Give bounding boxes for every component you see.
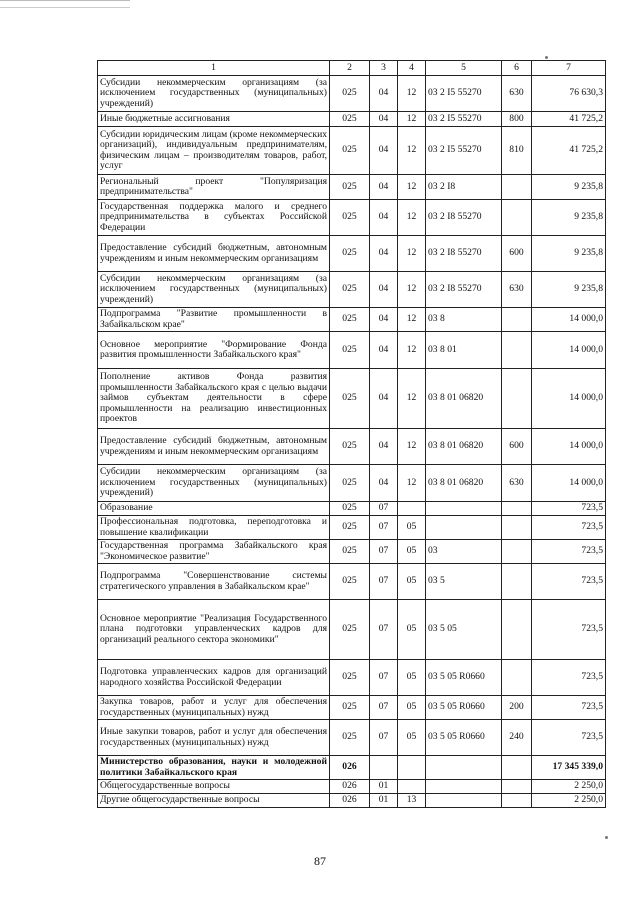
expense-type-cell: 630 <box>502 76 532 112</box>
expense-type-cell <box>502 780 532 794</box>
section-code-cell: 04 <box>370 200 398 236</box>
ministry-code-cell: 025 <box>330 696 370 720</box>
table-row <box>98 369 606 429</box>
amount-cell: 41 725,2 <box>532 127 606 175</box>
row-name-cell: Подготовка управленческих кадров для организаций народного хозяйства Российской Федерации <box>98 660 330 696</box>
amount-cell: 17 345 339,0 <box>532 756 606 780</box>
expense-type-cell <box>502 369 532 429</box>
subsection-code-cell: 05 <box>398 720 426 756</box>
subsection-code-cell: 12 <box>398 200 426 236</box>
row-name-cell: Государственная программа Забайкальского края "Экономическое развитие" <box>98 540 330 564</box>
expense-type-cell: 630 <box>502 465 532 502</box>
subsection-code-cell: 05 <box>398 564 426 600</box>
table-row <box>98 600 606 660</box>
expense-type-cell <box>502 502 532 516</box>
ministry-code-cell: 025 <box>330 369 370 429</box>
row-name-cell: Подпрограмма "Совершенствование системы стратегического управления в Забайкальском крае" <box>98 564 330 600</box>
column-number-ministry: 2 <box>330 61 370 76</box>
target-article-cell: 03 8 01 06820 <box>426 369 502 429</box>
target-article-cell: 03 2 I5 55270 <box>426 76 502 112</box>
subsection-code-cell: 05 <box>398 516 426 540</box>
amount-cell: 14 000,0 <box>532 332 606 369</box>
expense-type-cell <box>502 660 532 696</box>
expense-type-cell <box>502 756 532 780</box>
ministry-code-cell: 025 <box>330 516 370 540</box>
table-row <box>98 112 606 127</box>
target-article-cell <box>426 794 502 808</box>
subsection-code-cell <box>398 756 426 780</box>
amount-cell: 9 235,8 <box>532 200 606 236</box>
row-name-cell: Региональный проект "Популяризация предпринимательства" <box>98 175 330 200</box>
section-code-cell: 01 <box>370 794 398 808</box>
target-article-cell: 03 5 05 R0660 <box>426 720 502 756</box>
row-name-cell: Другие общегосударственные вопросы <box>98 794 330 808</box>
ministry-code-cell: 025 <box>330 272 370 308</box>
expense-type-cell: 600 <box>502 429 532 465</box>
column-number-section: 3 <box>370 61 398 76</box>
amount-cell: 723,5 <box>532 502 606 516</box>
section-code-cell <box>370 756 398 780</box>
target-article-cell: 03 8 01 <box>426 332 502 369</box>
section-code-cell: 04 <box>370 332 398 369</box>
expense-type-cell <box>502 175 532 200</box>
table-row <box>98 696 606 720</box>
expense-type-cell <box>502 600 532 660</box>
table-row <box>98 429 606 465</box>
row-name-cell: Иные закупки товаров, работ и услуг для обеспечения государственных (муниципальных) нужд <box>98 720 330 756</box>
amount-cell: 723,5 <box>532 660 606 696</box>
target-article-cell: 03 8 01 06820 <box>426 465 502 502</box>
target-article-cell: 03 5 <box>426 564 502 600</box>
ministry-code-cell: 025 <box>330 112 370 127</box>
ministry-code-cell: 026 <box>330 794 370 808</box>
subsection-code-cell <box>398 780 426 794</box>
amount-cell: 723,5 <box>532 600 606 660</box>
subsection-code-cell: 05 <box>398 696 426 720</box>
section-code-cell: 07 <box>370 720 398 756</box>
target-article-cell: 03 2 I5 55270 <box>426 112 502 127</box>
table-row <box>98 127 606 175</box>
column-number-subsection: 4 <box>398 61 426 76</box>
subsection-code-cell: 12 <box>398 272 426 308</box>
section-code-cell: 07 <box>370 696 398 720</box>
column-number-row <box>98 61 606 76</box>
subsection-code-cell: 12 <box>398 127 426 175</box>
table-row <box>98 720 606 756</box>
section-code-cell: 04 <box>370 465 398 502</box>
target-article-cell: 03 5 05 R0660 <box>426 696 502 720</box>
section-code-cell: 04 <box>370 272 398 308</box>
row-name-cell: Закупка товаров, работ и услуг для обеспечения государственных (муниципальных) нужд <box>98 696 330 720</box>
target-article-cell <box>426 780 502 794</box>
target-article-cell: 03 2 I8 <box>426 175 502 200</box>
expense-type-cell: 630 <box>502 272 532 308</box>
amount-cell: 14 000,0 <box>532 369 606 429</box>
expense-type-cell: 810 <box>502 127 532 175</box>
table-row <box>98 175 606 200</box>
amount-cell: 723,5 <box>532 564 606 600</box>
section-code-cell: 04 <box>370 429 398 465</box>
amount-cell: 9 235,8 <box>532 272 606 308</box>
ministry-code-cell: 025 <box>330 429 370 465</box>
section-code-cell: 04 <box>370 236 398 272</box>
column-number-target-article: 5 <box>426 61 502 76</box>
target-article-cell <box>426 756 502 780</box>
section-code-cell: 07 <box>370 564 398 600</box>
amount-cell: 9 235,8 <box>532 175 606 200</box>
target-article-cell: 03 <box>426 540 502 564</box>
ministry-code-cell: 026 <box>330 780 370 794</box>
subsection-code-cell: 13 <box>398 794 426 808</box>
scan-speck <box>545 56 548 59</box>
section-code-cell: 01 <box>370 780 398 794</box>
ministry-code-cell: 025 <box>330 660 370 696</box>
table-row <box>98 660 606 696</box>
page-number: 87 <box>314 854 326 868</box>
expense-type-cell: 200 <box>502 696 532 720</box>
table-row <box>98 564 606 600</box>
table-row <box>98 540 606 564</box>
row-name-cell: Подпрограмма "Развитие промышленности в Забайкальском крае" <box>98 308 330 332</box>
ministry-code-cell: 025 <box>330 720 370 756</box>
subsection-code-cell: 12 <box>398 308 426 332</box>
ministry-code-cell: 025 <box>330 236 370 272</box>
amount-cell: 14 000,0 <box>532 308 606 332</box>
amount-cell: 9 235,8 <box>532 236 606 272</box>
section-code-cell: 07 <box>370 516 398 540</box>
row-name-cell: Субсидии некоммерческим организациям (за исключением государственных (муниципальных) учреждений) <box>98 465 330 502</box>
column-number-expense-type: 6 <box>502 61 532 76</box>
subsection-code-cell: 05 <box>398 660 426 696</box>
row-name-cell: Основное мероприятие "Реализация Государственного плана подготовки управленческих кадров для организаций реального сектора экономики" <box>98 600 330 660</box>
subsection-code-cell: 12 <box>398 332 426 369</box>
row-name-cell: Субсидии некоммерческим организациям (за исключением государственных (муниципальных) учреждений) <box>98 272 330 308</box>
amount-cell: 2 250,0 <box>532 780 606 794</box>
row-name-cell: Иные бюджетные ассигнования <box>98 112 330 127</box>
section-code-cell: 04 <box>370 175 398 200</box>
subsection-code-cell: 12 <box>398 465 426 502</box>
table-row <box>98 756 606 780</box>
section-code-cell: 04 <box>370 76 398 112</box>
subsection-code-cell: 12 <box>398 236 426 272</box>
subsection-code-cell: 05 <box>398 600 426 660</box>
table-row <box>98 332 606 369</box>
section-code-cell: 04 <box>370 112 398 127</box>
column-number-amount: 7 <box>532 61 606 76</box>
table-body <box>98 76 606 808</box>
ministry-code-cell: 026 <box>330 756 370 780</box>
ministry-code-cell: 025 <box>330 200 370 236</box>
section-code-cell: 04 <box>370 308 398 332</box>
subsection-code-cell: 12 <box>398 76 426 112</box>
target-article-cell: 03 2 I5 55270 <box>426 127 502 175</box>
scan-edge-mark <box>0 0 130 8</box>
expense-type-cell <box>502 308 532 332</box>
ministry-code-cell: 025 <box>330 127 370 175</box>
budget-allocation-table <box>97 60 606 808</box>
row-name-cell: Предоставление субсидий бюджетным, автономным учреждениям и иным некоммерческим организациям <box>98 429 330 465</box>
section-code-cell: 04 <box>370 369 398 429</box>
ministry-code-cell: 025 <box>330 540 370 564</box>
ministry-code-cell: 025 <box>330 76 370 112</box>
row-name-cell: Основное мероприятие "Формирование Фонда развития промышленности Забайкальского края" <box>98 332 330 369</box>
ministry-code-cell: 025 <box>330 308 370 332</box>
ministry-code-cell: 025 <box>330 564 370 600</box>
row-name-cell: Государственная поддержка малого и среднего предпринимательства в субъектах Российской Федерации <box>98 200 330 236</box>
scan-speck <box>605 836 608 839</box>
target-article-cell: 03 5 05 R0660 <box>426 660 502 696</box>
amount-cell: 723,5 <box>532 540 606 564</box>
table-row <box>98 502 606 516</box>
subsection-code-cell: 12 <box>398 175 426 200</box>
amount-cell: 14 000,0 <box>532 465 606 502</box>
ministry-code-cell: 025 <box>330 175 370 200</box>
amount-cell: 76 630,3 <box>532 76 606 112</box>
table-row <box>98 200 606 236</box>
amount-cell: 723,5 <box>532 696 606 720</box>
amount-cell: 41 725,2 <box>532 112 606 127</box>
ministry-code-cell: 025 <box>330 600 370 660</box>
row-name-cell: Субсидии юридическим лицам (кроме некоммерческих организаций), индивидуальным предпринимателям, физическим лицам – производителям товаров, работ, услуг <box>98 127 330 175</box>
table-row <box>98 465 606 502</box>
expense-type-cell <box>502 794 532 808</box>
table-row <box>98 272 606 308</box>
table-row <box>98 516 606 540</box>
expense-type-cell <box>502 516 532 540</box>
target-article-cell <box>426 502 502 516</box>
target-article-cell: 03 8 <box>426 308 502 332</box>
expense-type-cell: 240 <box>502 720 532 756</box>
row-name-cell: Субсидии некоммерческим организациям (за исключением государственных (муниципальных) учреждений) <box>98 76 330 112</box>
section-code-cell: 07 <box>370 660 398 696</box>
expense-type-cell <box>502 564 532 600</box>
table-row <box>98 76 606 112</box>
row-name-cell: Предоставление субсидий бюджетным, автономным учреждениям и иным некоммерческим организациям <box>98 236 330 272</box>
ministry-code-cell: 025 <box>330 465 370 502</box>
amount-cell: 723,5 <box>532 720 606 756</box>
subsection-code-cell: 12 <box>398 112 426 127</box>
amount-cell: 723,5 <box>532 516 606 540</box>
row-name-cell: Пополнение активов Фонда развития промышленности Забайкальского края с целью выдачи займов субъектам деятельности в сфере промышленности на реализацию инвестиционных проектов <box>98 369 330 429</box>
subsection-code-cell: 05 <box>398 540 426 564</box>
target-article-cell <box>426 516 502 540</box>
table-row <box>98 236 606 272</box>
target-article-cell: 03 2 I8 55270 <box>426 236 502 272</box>
amount-cell: 14 000,0 <box>532 429 606 465</box>
amount-cell: 2 250,0 <box>532 794 606 808</box>
column-number-name: 1 <box>98 61 330 76</box>
row-name-cell: Общегосударственные вопросы <box>98 780 330 794</box>
table-row <box>98 794 606 808</box>
row-name-cell: Профессиональная подготовка, переподготовка и повышение квалификации <box>98 516 330 540</box>
row-name-cell: Образование <box>98 502 330 516</box>
ministry-code-cell: 025 <box>330 502 370 516</box>
target-article-cell: 03 5 05 <box>426 600 502 660</box>
target-article-cell: 03 8 01 06820 <box>426 429 502 465</box>
expense-type-cell <box>502 540 532 564</box>
subsection-code-cell: 12 <box>398 429 426 465</box>
section-code-cell: 07 <box>370 502 398 516</box>
target-article-cell: 03 2 I8 55270 <box>426 200 502 236</box>
expense-type-cell: 600 <box>502 236 532 272</box>
ministry-code-cell: 025 <box>330 332 370 369</box>
table-row <box>98 308 606 332</box>
section-code-cell: 07 <box>370 600 398 660</box>
section-code-cell: 04 <box>370 127 398 175</box>
expense-type-cell: 800 <box>502 112 532 127</box>
subsection-code-cell: 12 <box>398 369 426 429</box>
expense-type-cell <box>502 200 532 236</box>
table-row <box>98 780 606 794</box>
expense-type-cell <box>502 332 532 369</box>
target-article-cell: 03 2 I8 55270 <box>426 272 502 308</box>
row-name-cell: Министерство образования, науки и молодежной политики Забайкальского края <box>98 756 330 780</box>
section-code-cell: 07 <box>370 540 398 564</box>
subsection-code-cell <box>398 502 426 516</box>
